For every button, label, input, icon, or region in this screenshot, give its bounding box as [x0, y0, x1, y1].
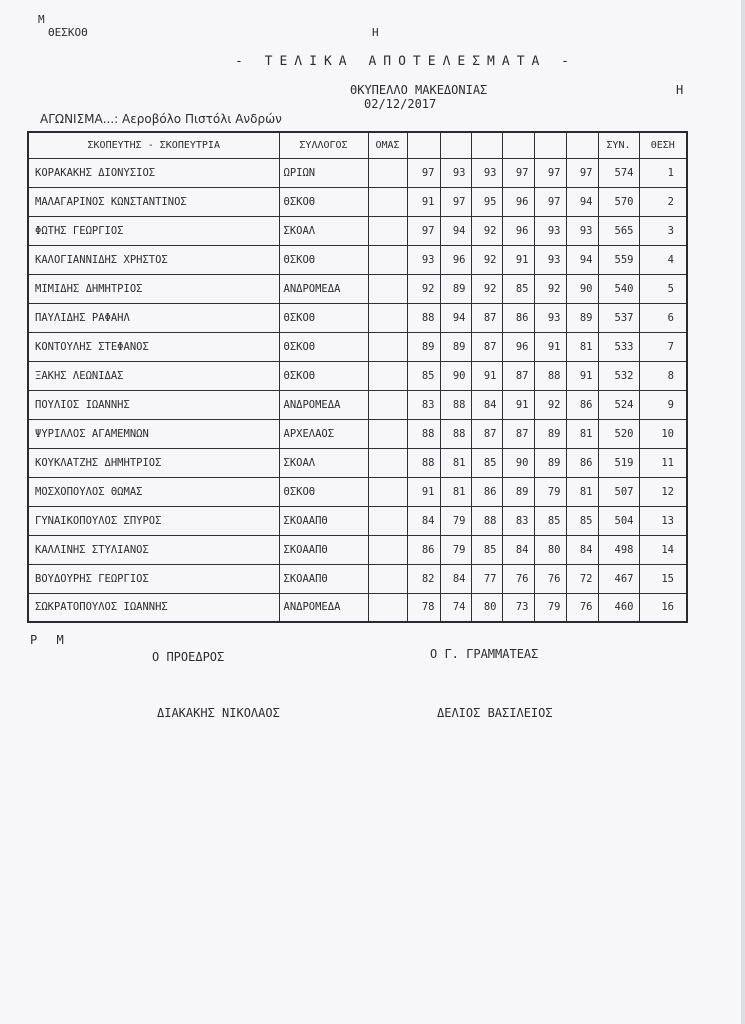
series-4-score: 84: [502, 535, 534, 564]
right-mark: H: [676, 83, 684, 97]
final-position: 7: [639, 332, 687, 361]
series-4-score: 96: [502, 187, 534, 216]
team-cell: [368, 506, 407, 535]
series-2-score: 81: [440, 448, 471, 477]
header-shooter: ΣΚΟΠΕΥΤΗΣ - ΣΚΟΠΕΥΤΡΙΑ: [28, 132, 279, 158]
secretary-name: ΔΕΛΙΟΣ ΒΑΣΙΛΕΙΟΣ: [437, 706, 553, 720]
series-1-score: 82: [407, 564, 440, 593]
corner-letter: M: [38, 13, 45, 26]
series-6-score: 97: [566, 158, 598, 187]
series-6-score: 81: [566, 419, 598, 448]
series-2-score: 93: [440, 158, 471, 187]
series-6-score: 89: [566, 303, 598, 332]
shooter-club: ΑΝΔΡΟΜΕΔΑ: [279, 593, 368, 622]
final-position: 2: [639, 187, 687, 216]
header-series-5: [534, 132, 566, 158]
page-title: - ΤΕΛΙΚΑ ΑΠΟΤΕΛΕΣΜΑΤΑ -: [235, 54, 577, 69]
series-3-score: 80: [471, 593, 502, 622]
team-cell: [368, 564, 407, 593]
series-2-score: 79: [440, 535, 471, 564]
shooter-name: ΚΑΛΟΓΙΑΝΝΙΔΗΣ ΧΡΗΣΤΟΣ: [28, 245, 279, 274]
shooter-club: ΣΚΟΑΛ: [279, 448, 368, 477]
team-cell: [368, 274, 407, 303]
series-5-score: 79: [534, 593, 566, 622]
series-5-score: 93: [534, 216, 566, 245]
shooter-club: ΑΡΧΕΛΑΟΣ: [279, 419, 368, 448]
final-position: 1: [639, 158, 687, 187]
series-1-score: 91: [407, 187, 440, 216]
series-3-score: 92: [471, 216, 502, 245]
table-row: [28, 187, 687, 216]
header-series-3: [471, 132, 502, 158]
event-label: ΑΓΩΝΙΣΜΑ...:: [40, 112, 119, 126]
series-2-score: 90: [440, 361, 471, 390]
shooter-name: ΚΟΝΤΟΥΛΗΣ ΣΤΕΦΑΝΟΣ: [28, 332, 279, 361]
shooter-club: ΘΣΚΟΘ: [279, 332, 368, 361]
final-position: 3: [639, 216, 687, 245]
series-3-score: 85: [471, 535, 502, 564]
shooter-club: ΘΣΚΟΘ: [279, 477, 368, 506]
series-6-score: 85: [566, 506, 598, 535]
final-position: 8: [639, 361, 687, 390]
team-cell: [368, 303, 407, 332]
table-row: [28, 303, 687, 332]
header-total: ΣΥΝ.: [598, 132, 639, 158]
team-cell: [368, 390, 407, 419]
shooter-name: ΠΑΥΛΙΔΗΣ ΡΑΦΑΗΛ: [28, 303, 279, 332]
series-1-score: 91: [407, 477, 440, 506]
series-1-score: 83: [407, 390, 440, 419]
total-score: 533: [598, 332, 639, 361]
series-3-score: 85: [471, 448, 502, 477]
series-1-score: 85: [407, 361, 440, 390]
team-cell: [368, 245, 407, 274]
series-2-score: 89: [440, 274, 471, 303]
table-row: [28, 477, 687, 506]
shooter-name: ΜΟΣΧΟΠΟΥΛΟΣ ΘΩΜΑΣ: [28, 477, 279, 506]
series-4-score: 97: [502, 158, 534, 187]
shooter-name: ΚΟΡΑΚΑΚΗΣ ΔΙΟΝΥΣΙΟΣ: [28, 158, 279, 187]
shooter-name: ΞΑΚΗΣ ΛΕΩΝΙΔΑΣ: [28, 361, 279, 390]
series-5-score: 85: [534, 506, 566, 535]
header-club: ΣΥΛΛΟΓΟΣ: [279, 132, 368, 158]
series-4-score: 73: [502, 593, 534, 622]
series-6-score: 86: [566, 390, 598, 419]
total-score: 570: [598, 187, 639, 216]
team-cell: [368, 593, 407, 622]
total-score: 540: [598, 274, 639, 303]
total-score: 532: [598, 361, 639, 390]
series-3-score: 84: [471, 390, 502, 419]
series-3-score: 77: [471, 564, 502, 593]
series-6-score: 91: [566, 361, 598, 390]
shooter-name: ΣΩΚΡΑΤΟΠΟΥΛΟΣ ΙΩΑΝΝΗΣ: [28, 593, 279, 622]
series-2-score: 89: [440, 332, 471, 361]
series-5-score: 79: [534, 477, 566, 506]
series-5-score: 91: [534, 332, 566, 361]
series-3-score: 92: [471, 245, 502, 274]
series-3-score: 95: [471, 187, 502, 216]
series-1-score: 89: [407, 332, 440, 361]
team-cell: [368, 216, 407, 245]
series-4-score: 96: [502, 216, 534, 245]
team-cell: [368, 477, 407, 506]
shooter-club: ΘΣΚΟΘ: [279, 361, 368, 390]
series-4-score: 83: [502, 506, 534, 535]
final-position: 16: [639, 593, 687, 622]
series-3-score: 92: [471, 274, 502, 303]
series-4-score: 87: [502, 361, 534, 390]
series-5-score: 93: [534, 303, 566, 332]
series-1-score: 88: [407, 448, 440, 477]
team-cell: [368, 361, 407, 390]
event-line: [40, 112, 282, 126]
table-row: [28, 593, 687, 622]
total-score: 565: [598, 216, 639, 245]
series-3-score: 91: [471, 361, 502, 390]
series-4-score: 76: [502, 564, 534, 593]
team-cell: [368, 332, 407, 361]
shooter-name: ΜΙΜΙΔΗΣ ΔΗΜΗΤΡΙΟΣ: [28, 274, 279, 303]
shooter-name: ΚΟΥΚΛΑΤΖΗΣ ΔΗΜΗΤΡΙΟΣ: [28, 448, 279, 477]
total-score: 519: [598, 448, 639, 477]
series-1-score: 92: [407, 274, 440, 303]
series-4-score: 91: [502, 245, 534, 274]
final-position: 15: [639, 564, 687, 593]
series-6-score: 94: [566, 245, 598, 274]
series-1-score: 97: [407, 158, 440, 187]
shooter-name: ΒΟΥΔΟΥΡΗΣ ΓΕΩΡΓΙΟΣ: [28, 564, 279, 593]
table-row: [28, 419, 687, 448]
competition-date: 02/12/2017: [364, 97, 437, 111]
shooter-club: ΣΚΟΑΑΠΘ: [279, 564, 368, 593]
header-position: ΘΕΣΗ: [639, 132, 687, 158]
series-1-score: 93: [407, 245, 440, 274]
series-4-score: 85: [502, 274, 534, 303]
table-row: [28, 506, 687, 535]
total-score: 574: [598, 158, 639, 187]
series-6-score: 94: [566, 187, 598, 216]
series-5-score: 97: [534, 158, 566, 187]
series-4-score: 86: [502, 303, 534, 332]
final-position: 9: [639, 390, 687, 419]
footer-marks: P M: [30, 633, 70, 647]
series-6-score: 81: [566, 332, 598, 361]
table-row: [28, 564, 687, 593]
total-score: 520: [598, 419, 639, 448]
shooter-club: ΩΡΙΩΝ: [279, 158, 368, 187]
final-position: 13: [639, 506, 687, 535]
series-4-score: 87: [502, 419, 534, 448]
team-cell: [368, 448, 407, 477]
series-2-score: 79: [440, 506, 471, 535]
table-row: [28, 216, 687, 245]
series-5-score: 80: [534, 535, 566, 564]
header-series-2: [440, 132, 471, 158]
shooter-club: ΑΝΔΡΟΜΕΔΑ: [279, 390, 368, 419]
final-position: 6: [639, 303, 687, 332]
president-title: Ο ΠΡΟΕΔΡΟΣ: [152, 650, 225, 664]
total-score: 467: [598, 564, 639, 593]
series-1-score: 84: [407, 506, 440, 535]
total-score: 559: [598, 245, 639, 274]
series-6-score: 76: [566, 593, 598, 622]
competition-name: ΘΚΥΠΕΛΛΟ ΜΑΚΕΔΟΝΙΑΣ: [350, 83, 488, 97]
series-1-score: 88: [407, 419, 440, 448]
series-6-score: 90: [566, 274, 598, 303]
series-1-score: 97: [407, 216, 440, 245]
final-position: 4: [639, 245, 687, 274]
shooter-club: ΣΚΟΑΑΠΘ: [279, 506, 368, 535]
table-row: [28, 158, 687, 187]
header-series-1: [407, 132, 440, 158]
series-5-score: 88: [534, 361, 566, 390]
series-2-score: 94: [440, 216, 471, 245]
shooter-name: ΚΑΛΛΙΝΗΣ ΣΤΥΛΙΑΝΟΣ: [28, 535, 279, 564]
series-5-score: 92: [534, 390, 566, 419]
series-2-score: 88: [440, 419, 471, 448]
table-row: [28, 361, 687, 390]
shooter-club: ΑΝΔΡΟΜΕΔΑ: [279, 274, 368, 303]
final-position: 10: [639, 419, 687, 448]
total-score: 504: [598, 506, 639, 535]
series-2-score: 97: [440, 187, 471, 216]
shooter-club: ΣΚΟΑΛ: [279, 216, 368, 245]
total-score: 507: [598, 477, 639, 506]
series-2-score: 88: [440, 390, 471, 419]
shooter-name: ΦΩΤΗΣ ΓΕΩΡΓΙΟΣ: [28, 216, 279, 245]
table-row: [28, 448, 687, 477]
results-table: [27, 131, 688, 623]
series-6-score: 84: [566, 535, 598, 564]
series-1-score: 86: [407, 535, 440, 564]
series-4-score: 91: [502, 390, 534, 419]
table-header-row: [28, 132, 687, 158]
series-1-score: 88: [407, 303, 440, 332]
results-body: [28, 158, 687, 622]
team-cell: [368, 535, 407, 564]
final-position: 5: [639, 274, 687, 303]
series-5-score: 76: [534, 564, 566, 593]
team-cell: [368, 158, 407, 187]
series-3-score: 87: [471, 332, 502, 361]
header-series-4: [502, 132, 534, 158]
table-row: [28, 535, 687, 564]
final-position: 11: [639, 448, 687, 477]
header-series-6: [566, 132, 598, 158]
series-3-score: 93: [471, 158, 502, 187]
shooter-club: ΣΚΟΑΑΠΘ: [279, 535, 368, 564]
series-2-score: 94: [440, 303, 471, 332]
shooter-name: ΠΟΥΛΙΟΣ ΙΩΑΝΝΗΣ: [28, 390, 279, 419]
total-score: 524: [598, 390, 639, 419]
final-position: 12: [639, 477, 687, 506]
series-2-score: 96: [440, 245, 471, 274]
series-5-score: 97: [534, 187, 566, 216]
total-score: 498: [598, 535, 639, 564]
series-4-score: 96: [502, 332, 534, 361]
shooter-name: ΜΑΛΑΓΑΡΙΝΟΣ ΚΩΝΣΤΑΝΤΙΝΟΣ: [28, 187, 279, 216]
total-score: 537: [598, 303, 639, 332]
shooter-name: ΓΥΝΑΙΚΟΠΟΥΛΟΣ ΣΠΥΡΟΣ: [28, 506, 279, 535]
event-name: Αεροβόλο Πιστόλι Ανδρών: [122, 112, 282, 126]
club-code: ΘΕΣΚΟΘ: [48, 26, 88, 39]
table-row: [28, 332, 687, 361]
table-row: [28, 390, 687, 419]
series-2-score: 84: [440, 564, 471, 593]
series-5-score: 92: [534, 274, 566, 303]
shooter-club: ΘΣΚΟΘ: [279, 303, 368, 332]
page-edge-shadow: [741, 0, 745, 1024]
series-4-score: 90: [502, 448, 534, 477]
shooter-club: ΘΣΚΟΘ: [279, 245, 368, 274]
total-score: 460: [598, 593, 639, 622]
series-6-score: 93: [566, 216, 598, 245]
series-6-score: 86: [566, 448, 598, 477]
series-2-score: 74: [440, 593, 471, 622]
series-5-score: 89: [534, 448, 566, 477]
series-3-score: 86: [471, 477, 502, 506]
series-6-score: 81: [566, 477, 598, 506]
series-5-score: 89: [534, 419, 566, 448]
series-5-score: 93: [534, 245, 566, 274]
series-3-score: 87: [471, 303, 502, 332]
team-cell: [368, 187, 407, 216]
team-cell: [368, 419, 407, 448]
final-position: 14: [639, 535, 687, 564]
series-1-score: 78: [407, 593, 440, 622]
series-2-score: 81: [440, 477, 471, 506]
series-6-score: 72: [566, 564, 598, 593]
series-3-score: 88: [471, 506, 502, 535]
center-mark: H: [372, 26, 379, 39]
table-row: [28, 274, 687, 303]
series-3-score: 87: [471, 419, 502, 448]
secretary-title: Ο Γ. ΓΡΑΜΜΑΤΕΑΣ: [430, 647, 539, 661]
table-row: [28, 245, 687, 274]
header-team: ΟΜΑΣ: [368, 132, 407, 158]
president-name: ΔΙΑΚΑΚΗΣ ΝΙΚΟΛΑΟΣ: [157, 706, 280, 720]
series-4-score: 89: [502, 477, 534, 506]
shooter-name: ΨΥΡΙΛΛΟΣ ΑΓΑΜΕΜΝΩΝ: [28, 419, 279, 448]
shooter-club: ΘΣΚΟΘ: [279, 187, 368, 216]
